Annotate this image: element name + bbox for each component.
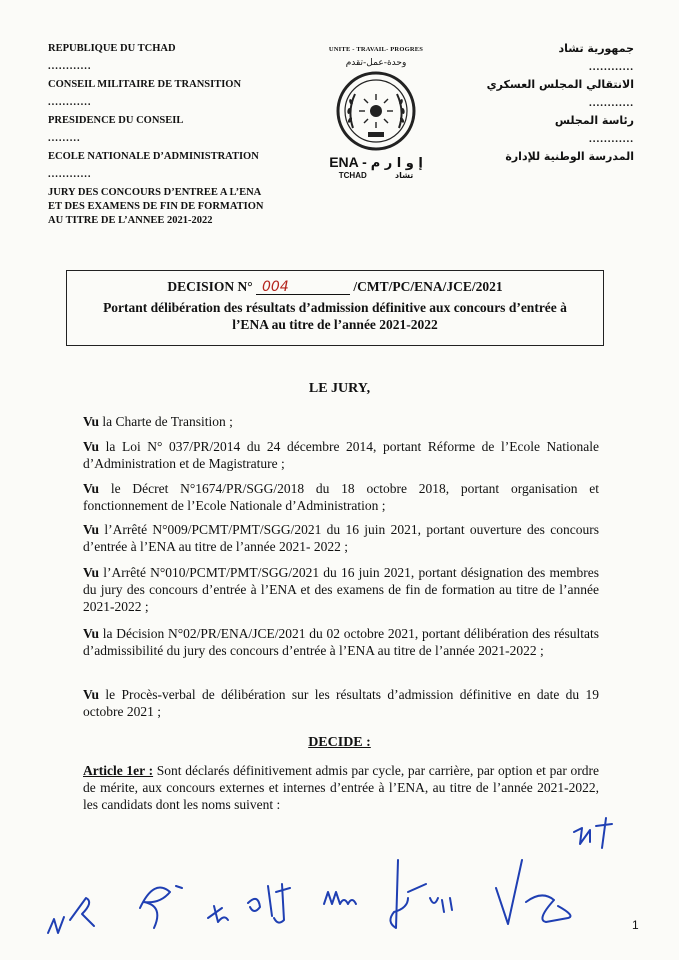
- tchad-wordmark: [316, 171, 436, 180]
- vu-item: [83, 480, 599, 514]
- vu-item: [83, 521, 599, 555]
- ena-emblem: [316, 46, 436, 180]
- jury-heading: LE JURY,: [308, 381, 371, 396]
- vu-item: [83, 564, 599, 615]
- republic-title: REPUBLIQUE DU TCHAD: [48, 43, 176, 54]
- signature-6: [390, 860, 452, 928]
- vu-item: [83, 413, 599, 430]
- vu-label: Vu: [83, 687, 100, 702]
- vu-label: Vu: [83, 439, 100, 454]
- jury-line-2: ET DES EXAMENS DE FIN DE FORMATION: [48, 201, 264, 212]
- vu-label: Vu: [83, 522, 100, 537]
- jury-line-1: JURY DES CONCOURS D’ENTREE A L’ENA: [48, 187, 262, 198]
- tchad-arabic: تشاد: [394, 171, 414, 180]
- separator-dots: ............: [48, 169, 92, 180]
- motto-arabic: وحدة-عمل-تقدم: [345, 58, 407, 68]
- article-1-label: Article 1er :: [83, 763, 154, 778]
- signature-2: [140, 886, 182, 928]
- decision-reference: /CMT/PC/ENA/JCE/2021: [353, 279, 503, 294]
- ena-seal-icon: [335, 70, 417, 152]
- republic-title-arabic: جمهورية تشاد: [558, 42, 634, 55]
- ena-arabic: إ و ا ر م: [370, 156, 423, 171]
- vu-text: la Loi N° 037/PR/2014 du 24 décembre 2014, portant Réforme de l’Ecole Nationale d’Administration et de Magistrature ;: [83, 439, 599, 471]
- separator-dots: .........: [48, 133, 81, 144]
- decide-text: DECIDE :: [308, 735, 371, 750]
- vu-text: le Procès-verbal de délibération sur les résultats d’admission définitive en date du 19 octobre 2021 ;: [83, 687, 600, 719]
- vu-item: [83, 438, 599, 472]
- vu-text: la Charte de Transition ;: [102, 414, 233, 429]
- article-1: [83, 762, 599, 813]
- header-right: [434, 42, 634, 164]
- ena-french: ENA -: [329, 154, 367, 170]
- signature-5: [324, 892, 356, 904]
- page-number: 1: [632, 918, 639, 932]
- vu-label: Vu: [83, 626, 100, 641]
- signature-1: [48, 898, 94, 933]
- separator-dots: ............: [589, 61, 634, 73]
- vu-label: Vu: [83, 481, 100, 496]
- header-left: [48, 42, 298, 228]
- signature-3: [208, 906, 228, 922]
- council-title-arabic: الانتقالي المجلس العسكري: [486, 78, 634, 91]
- presidency-title-arabic: رئاسة المجلس: [554, 114, 634, 127]
- presidency-title: PRESIDENCE DU CONSEIL: [48, 115, 184, 126]
- school-title: ECOLE NATIONALE D’ADMINISTRATION: [48, 151, 259, 162]
- council-title: CONSEIL MILITAIRE DE TRANSITION: [48, 79, 242, 90]
- vu-label: Vu: [83, 565, 100, 580]
- signature-8: [574, 818, 612, 848]
- vu-label: Vu: [83, 414, 100, 429]
- school-title-arabic: المدرسة الوطنية للإدارة: [505, 150, 634, 163]
- separator-dots: ............: [589, 97, 634, 109]
- signature-7: [496, 860, 570, 924]
- vu-text: l’Arrêté N°010/PCMT/PMT/SGG/2021 du 16 juin 2021, portant désignation des membres du jury des concours d’entrée à l’ENA et des examens de fin de formation au titre de l’année 2021-2022 ;: [83, 565, 599, 614]
- decide-heading: [0, 735, 679, 751]
- vu-item: [83, 625, 599, 659]
- motto-french: UNITE - TRAVAIL- PROGRES: [328, 46, 424, 53]
- vu-item: [83, 686, 599, 720]
- ena-wordmark: [316, 154, 436, 171]
- separator-dots: ............: [589, 133, 634, 145]
- decision-number: 004: [256, 280, 350, 295]
- tchad-french: TCHAD: [338, 171, 367, 180]
- vu-text: la Décision N°02/PR/ENA/JCE/2021 du 02 octobre 2021, portant délibération des résultats d’admissibilité du jury des concours d’entrée à l’ENA au titre de l’année 2021-2022 ;: [83, 626, 600, 658]
- signature-4: [248, 884, 290, 923]
- jury-line-3: AU TITRE DE L’ANNEE 2021-2022: [48, 215, 213, 226]
- decision-label: DECISION N°: [167, 279, 253, 294]
- article-1-text: Sont déclarés définitivement admis par cycle, par carrière, par option et par ordre de mérite, aux concours externes et internes d’entrée à l’ENA, au titre de l’année 2021-2022, les candidats dont les noms suivent :: [83, 763, 599, 812]
- vu-text: le Décret N°1674/PR/SGG/2018 du 18 octobre 2018, portant organisation et fonctionnement de l’Ecole Nationale d’Administration ;: [83, 481, 600, 513]
- separator-dots: ............: [48, 97, 92, 108]
- decision-subject: Portant délibération des résultats d’admission définitive aux concours d’entrée à l’ENA au titre de l’année 2021-2022: [103, 300, 567, 332]
- decision-title: [67, 279, 603, 295]
- decision-box: [66, 270, 604, 346]
- signatures: [0, 808, 679, 958]
- vu-text: l’Arrêté N°009/PCMT/PMT/SGG/2021 du 16 juin 2021, portant ouverture des concours d’entrée à l’ENA au titre de l’année 2021- 2022 ;: [83, 522, 599, 554]
- separator-dots: ............: [48, 61, 92, 72]
